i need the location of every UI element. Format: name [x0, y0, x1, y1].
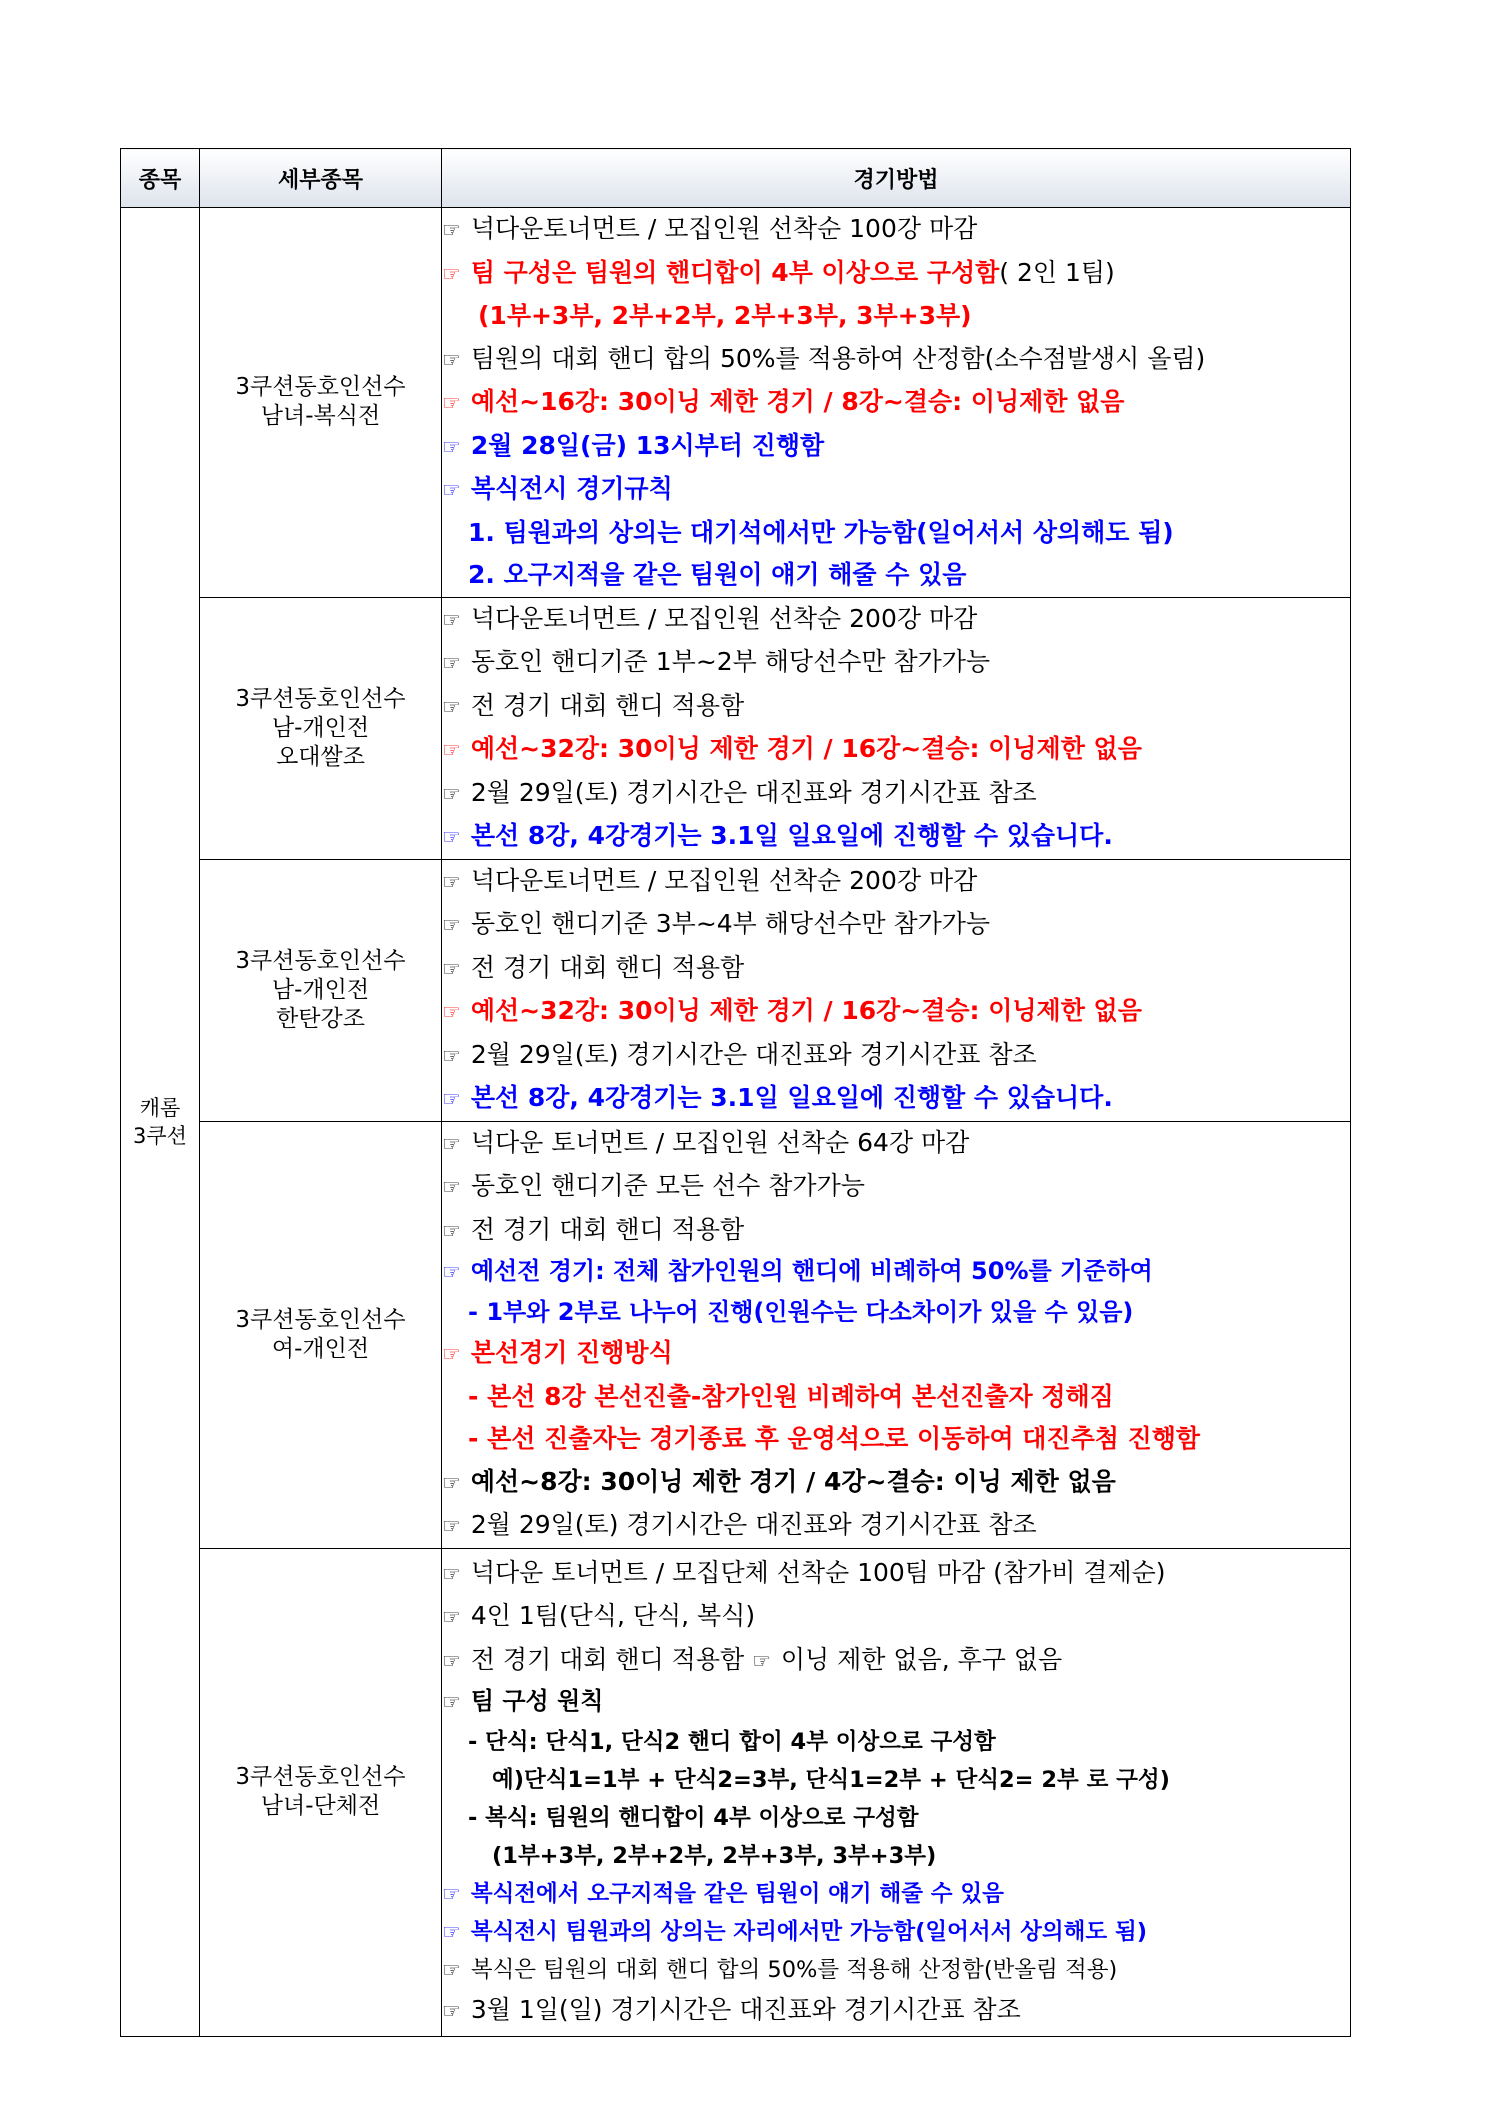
rule-line — [442, 641, 1350, 685]
rule-text: (1부+3부, 2부+2부, 2부+3부, 3부+3부) — [492, 1842, 937, 1869]
rule-line — [442, 1504, 1350, 1548]
rule-line — [442, 1122, 1350, 1166]
rule-line — [442, 338, 1350, 382]
rule-line — [442, 208, 1350, 252]
rule-line — [442, 1837, 1350, 1875]
rule-line — [442, 1989, 1350, 2033]
sub-event-label: 오대쌀조 — [276, 743, 365, 770]
rule-line — [442, 1461, 1350, 1505]
pointing-hand-icon: ☞ — [442, 1561, 461, 1586]
pointing-hand-icon: ☞ — [442, 1175, 461, 1199]
rule-text: 3월 1일(일) 경기시간은 대진표와 경기시간표 참조 — [470, 1994, 1021, 2024]
pointing-hand-icon: ☞ — [442, 1087, 461, 1111]
rule-text: 2. 오구지적을 같은 팀원이 얘기 해줄 수 있음 — [468, 560, 967, 589]
rule-text: 2월 29일(토) 경기시간은 대진표와 경기시간표 참조 — [470, 1039, 1037, 1069]
rule-text: 넉다운 토너먼트 / 모집단체 선착순 100팀 마감 (참가비 결제순) — [470, 1557, 1166, 1587]
pointing-hand-icon: ☞ — [442, 1260, 461, 1284]
rule-tail: 이닝 제한 없음, 후구 없음 — [780, 1644, 1063, 1674]
rule-text: 2월 28일(금) 13시부터 진행함 — [470, 430, 825, 460]
pointing-hand-icon: ☞ — [442, 347, 461, 372]
rule-text: 전 경기 대회 핸디 적용함 — [470, 690, 745, 720]
rule-line — [442, 252, 1350, 296]
rule-text: 예선~8강: 30이닝 제한 경기 / 4강~결승: 이닝 제한 없음 — [470, 1466, 1116, 1496]
rule-text: 넉다운토너먼트 / 모집인원 선착순 200강 마감 — [470, 603, 978, 633]
rule-line — [442, 1209, 1350, 1253]
rule-text: - 단식: 단식1, 단식2 핸디 합이 4부 이상으로 구성함 — [468, 1728, 996, 1755]
rule-text: 예)단식1=1부 + 단식2=3부, 단식1=2부 + 단식2= 2부 로 구성) — [492, 1766, 1170, 1793]
pointing-hand-icon: ☞ — [442, 261, 461, 286]
rule-line — [442, 1761, 1350, 1799]
rule-text: 팀 구성은 팀원의 핸디합이 4부 이상으로 구성함 — [470, 257, 1000, 287]
sub-event-label: 3쿠션동호인선수 — [235, 1306, 406, 1333]
rule-text: 넉다운 토너먼트 / 모집인원 선착순 64강 마감 — [470, 1127, 970, 1157]
pointing-hand-icon: ☞ — [442, 607, 461, 632]
pointing-hand-icon: ☞ — [442, 1919, 461, 1944]
rule-text: - 본선 8강 본선진출-참가인원 비례하여 본선진출자 정해짐 — [468, 1381, 1114, 1411]
rule-text: 복식전시 경기규칙 — [470, 474, 673, 503]
rule-text: 동호인 핸디기준 3부~4부 해당선수만 참가가능 — [470, 909, 991, 938]
rule-text: 예선~16강: 30이닝 제한 경기 / 8강~결승: 이닝제한 없음 — [470, 387, 1125, 416]
pointing-hand-icon: ☞ — [442, 1998, 461, 2023]
method-cell — [442, 1548, 1351, 2036]
sub-event-cell — [200, 208, 442, 598]
method-cell — [442, 859, 1351, 1121]
pointing-hand-icon: ☞ — [442, 1605, 461, 1630]
rule-line — [442, 990, 1350, 1034]
rule-text: 2월 29일(토) 경기시간은 대진표와 경기시간표 참조 — [470, 777, 1037, 807]
rule-line — [442, 1875, 1350, 1913]
pointing-hand-icon: ☞ — [442, 781, 461, 806]
category-label: 3쿠션 — [133, 1123, 187, 1148]
rule-line — [442, 1799, 1350, 1837]
rule-line — [442, 1293, 1350, 1333]
rule-line — [442, 598, 1350, 642]
pointing-hand-icon: ☞ — [442, 434, 461, 459]
method-cell — [442, 208, 1351, 598]
pointing-hand-icon: ☞ — [442, 1000, 461, 1024]
rule-text: 복식전시 팀원과의 상의는 자리에서만 가능함(일어서서 상의해도 됨) — [470, 1918, 1147, 1945]
sub-event-cell — [200, 597, 442, 859]
sub-event-cell — [200, 1548, 442, 2036]
header-sub-event: 세부종목 — [200, 149, 442, 208]
sub-event-label: 남녀-복식전 — [260, 403, 381, 430]
sub-event-label: 남-개인전 — [271, 976, 370, 1003]
event-row — [121, 859, 1351, 1121]
sub-event-label: 남-개인전 — [271, 714, 370, 741]
rule-text: 동호인 핸디기준 1부~2부 해당선수만 참가가능 — [470, 647, 991, 676]
rule-line — [442, 815, 1350, 859]
pointing-hand-icon: ☞ — [442, 1131, 461, 1156]
rule-line — [442, 772, 1350, 816]
rule-text: 전 경기 대회 핸디 적용함 — [470, 952, 745, 982]
pointing-hand-icon: ☞ — [442, 825, 461, 849]
header-category: 종목 — [121, 149, 200, 208]
rule-line — [442, 554, 1350, 597]
pointing-hand-icon: ☞ — [442, 1043, 461, 1068]
rule-text: 본선 8강, 4강경기는 3.1일 일요일에 진행할 수 있습니다. — [470, 1083, 1113, 1112]
pointing-hand-icon: ☞ — [442, 1470, 461, 1495]
rule-text: 넉다운토너먼트 / 모집인원 선착순 100강 마감 — [470, 214, 978, 243]
rule-line — [442, 1913, 1350, 1951]
rule-text: 2월 29일(토) 경기시간은 대진표와 경기시간표 참조 — [470, 1510, 1037, 1539]
sub-event-label: 남녀-단체전 — [260, 1793, 381, 1819]
rule-text: 동호인 핸디기준 모든 선수 참가가능 — [470, 1171, 865, 1200]
rule-text: 예선~32강: 30이닝 제한 경기 / 16강~결승: 이닝제한 없음 — [470, 734, 1142, 763]
sub-event-label: 3쿠션동호인선수 — [235, 374, 406, 401]
pointing-hand-icon: ☞ — [442, 218, 461, 242]
event-row — [121, 597, 1351, 859]
rule-line — [442, 1077, 1350, 1121]
rule-text: (1부+3부, 2부+2부, 2부+3부, 3부+3부) — [478, 301, 972, 330]
rule-line — [442, 425, 1350, 469]
sub-event-label: 여-개인전 — [271, 1335, 370, 1362]
table-header-row — [121, 149, 1351, 208]
category-cell — [121, 208, 200, 2037]
pointing-hand-icon: ☞ — [442, 651, 461, 675]
rule-line — [442, 1252, 1350, 1293]
pointing-hand-icon: ☞ — [442, 1690, 461, 1715]
rule-tail: ( 2인 1팀) — [999, 257, 1115, 287]
pointing-hand-icon: ☞ — [752, 1648, 771, 1673]
sub-event-label: 한탄강조 — [276, 1005, 365, 1032]
rule-text: 팀 구성 원칙 — [470, 1687, 604, 1716]
pointing-hand-icon: ☞ — [442, 478, 461, 502]
rule-line — [442, 1552, 1350, 1596]
sub-event-cell — [200, 859, 442, 1121]
rule-line — [442, 1595, 1350, 1639]
rule-text: 팀원의 대회 핸디 합의 50%를 적용하여 산정함(소수점발생시 올림) — [470, 343, 1206, 373]
pointing-hand-icon: ☞ — [442, 1957, 461, 1982]
rule-line — [442, 1682, 1350, 1723]
rule-line — [442, 1639, 1350, 1683]
rule-text: 예선~32강: 30이닝 제한 경기 / 16강~결승: 이닝제한 없음 — [470, 996, 1142, 1025]
rule-line — [442, 1723, 1350, 1761]
rule-text: 넉다운토너먼트 / 모집인원 선착순 200강 마감 — [470, 865, 978, 895]
rule-line — [442, 685, 1350, 729]
rule-text: 전 경기 대회 핸디 적용함 — [470, 1644, 745, 1674]
pointing-hand-icon: ☞ — [442, 1514, 461, 1538]
rule-line — [442, 903, 1350, 947]
rule-text: 전 경기 대회 핸디 적용함 — [470, 1214, 745, 1244]
rule-text: - 1부와 2부로 나누어 진행(인원수는 다소차이가 있을 수 있음) — [468, 1297, 1134, 1326]
rule-text: 4인 1팀(단식, 단식, 복식) — [470, 1601, 756, 1631]
rule-text: 1. 팀원과의 상의는 대기석에서만 가능함(일어서서 상의해도 됨) — [468, 517, 1174, 547]
rule-line — [442, 1951, 1350, 1989]
rule-line — [442, 728, 1350, 772]
rule-line — [442, 295, 1350, 338]
header-method: 경기방법 — [442, 149, 1351, 208]
pointing-hand-icon: ☞ — [442, 694, 461, 719]
rule-line — [442, 1034, 1350, 1078]
rule-text: 복식은 팀원의 대회 핸디 합의 50%를 적용해 산정함(반올림 적용) — [470, 1956, 1118, 1983]
rule-line — [442, 381, 1350, 425]
rule-line — [442, 512, 1350, 555]
rule-text: 복식전에서 오구지적을 같은 팀원이 얘기 해줄 수 있음 — [470, 1880, 1004, 1907]
sub-event-label: 3쿠션동호인선수 — [235, 947, 406, 974]
pointing-hand-icon: ☞ — [442, 913, 461, 937]
rule-text: - 본선 진출자는 경기종료 후 운영석으로 이동하여 대진추첨 진행함 — [468, 1424, 1201, 1453]
category-label: 캐롬 — [139, 1095, 181, 1120]
rule-line — [442, 1165, 1350, 1209]
rule-line — [442, 468, 1350, 512]
pointing-hand-icon: ☞ — [442, 1218, 461, 1243]
pointing-hand-icon: ☞ — [442, 1648, 461, 1673]
sub-event-label: 3쿠션동호인선수 — [235, 685, 406, 712]
pointing-hand-icon: ☞ — [442, 391, 461, 415]
rule-line — [442, 947, 1350, 991]
rule-line — [442, 1376, 1350, 1419]
pointing-hand-icon: ☞ — [442, 1342, 461, 1366]
event-row — [121, 1548, 1351, 2036]
rule-text: 본선경기 진행방식 — [470, 1338, 673, 1367]
event-row — [121, 208, 1351, 598]
pointing-hand-icon: ☞ — [442, 869, 461, 894]
competition-rules-table — [120, 148, 1351, 2037]
sub-event-label: 3쿠션동호인선수 — [235, 1764, 406, 1790]
pointing-hand-icon: ☞ — [442, 1881, 461, 1906]
rule-text: 본선 8강, 4강경기는 3.1일 일요일에 진행할 수 있습니다. — [470, 821, 1113, 850]
event-row — [121, 1121, 1351, 1548]
rule-text: 예선전 경기: 전체 참가인원의 핸디에 비례하여 50%를 기준하여 — [470, 1257, 1153, 1285]
pointing-hand-icon: ☞ — [442, 956, 461, 981]
sub-event-cell — [200, 1121, 442, 1548]
method-cell — [442, 1121, 1351, 1548]
method-cell — [442, 597, 1351, 859]
rule-text: - 복식: 팀원의 핸디합이 4부 이상으로 구성함 — [468, 1804, 919, 1831]
rule-line — [442, 1332, 1350, 1376]
rule-line — [442, 1418, 1350, 1461]
rule-line — [442, 860, 1350, 904]
pointing-hand-icon: ☞ — [442, 738, 461, 762]
